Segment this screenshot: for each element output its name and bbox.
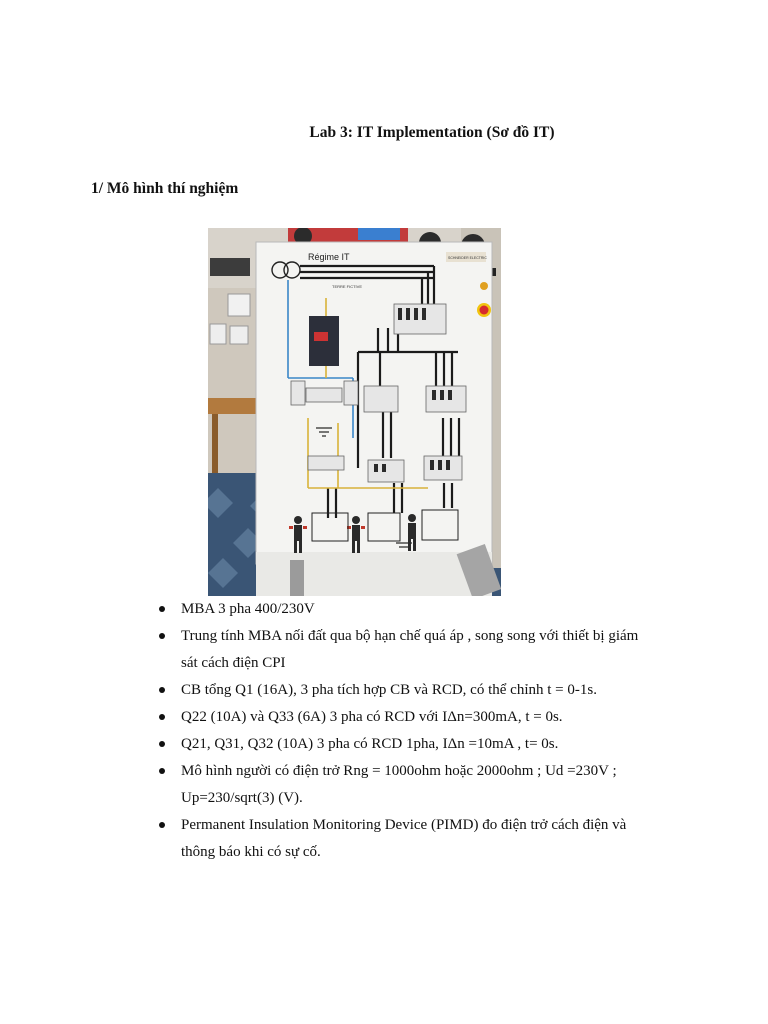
section-heading: 1/ Mô hình thí nghiệm: [91, 180, 239, 197]
bullet-line: CB tổng Q1 (16A), 3 pha tích hợp CB và RCD, có thể chỉnh t = 0-1s.: [181, 682, 597, 698]
bullet-line: Q21, Q31, Q32 (10A) 3 pha có RCD 1pha, IΔn =10mA , t= 0s.: [181, 736, 559, 752]
bullet-line: Up=230/sqrt(3) (V).: [181, 790, 303, 806]
bullet-list: [158, 596, 718, 866]
bullet-line: Mô hình người có điện trở Rng = 1000ohm hoặc 2000ohm ; Ud =230V ;: [181, 763, 617, 779]
bullet-line: MBA 3 pha 400/230V: [181, 601, 315, 617]
lab-panel-photo: [208, 228, 501, 596]
bullet-line: Q22 (10A) và Q33 (6A) 3 pha có RCD với IΔn=300mA, t = 0s.: [181, 709, 563, 725]
bullet-item: [158, 677, 718, 704]
page-title: Lab 3: IT Implementation (Sơ đồ IT): [309, 124, 555, 141]
bullet-item: [158, 758, 718, 812]
bullet-item: [158, 704, 718, 731]
bullet-item: [158, 812, 718, 866]
panel-label: Régime IT: [308, 252, 350, 262]
bullet-item: [158, 596, 718, 623]
bullet-line: thông báo khi có sự cố.: [181, 844, 321, 860]
bullet-item: [158, 623, 718, 677]
bullet-line: sát cách điện CPI: [181, 655, 286, 671]
bullet-line: Permanent Insulation Monitoring Device (PIMD) đo điện trở cách điện và: [181, 817, 627, 833]
brand-label: SCHNEIDER ELECTRIC: [448, 256, 487, 260]
bullet-item: [158, 731, 718, 758]
bus-label: TERRE FICTIVE: [332, 284, 363, 289]
bullet-line: Trung tính MBA nối đất qua bộ hạn chế quá áp , song song với thiết bị giám: [181, 628, 639, 644]
